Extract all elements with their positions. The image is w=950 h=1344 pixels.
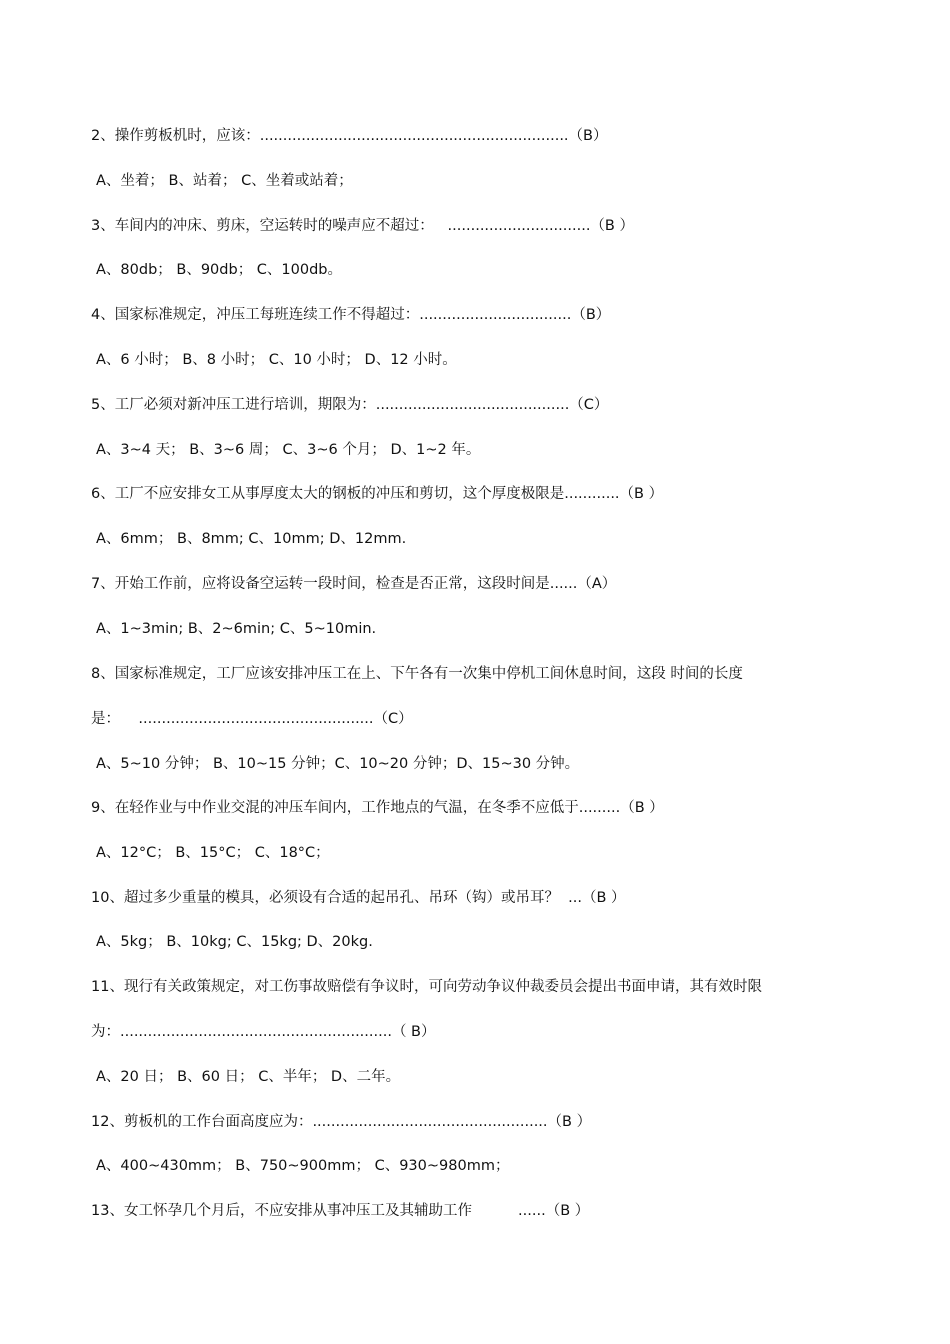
options-9: A、12°C； B、15°C； C、18°C；: [96, 845, 330, 861]
question-7: 7、开始工作前，应将设备空运转一段时间，检查是否正常，这段时间是......（A）: [91, 576, 617, 592]
options-11: A、20 日； B、60 日； C、半年； D、二年。: [96, 1069, 401, 1085]
question-6: 6、工厂不应安排女工从事厚度太大的钢板的冲压和剪切，这个厚度极限是............（B ）: [91, 486, 664, 502]
options-6: A、6mm； B、8mm; C、10mm; D、12mm.: [96, 531, 407, 547]
question-4: 4、国家标准规定，冲压工每班连续工作不得超过：.................................（B）: [91, 307, 611, 323]
options-12: A、400~430mm； B、750~900mm； C、930~980mm；: [96, 1158, 510, 1174]
question-9: 9、在轻作业与中作业交混的冲压车间内，工作地点的气温，在冬季不应低于.........（B ）: [91, 800, 664, 816]
options-2: A、坐着； B、站着； C、坐着或站着；: [96, 173, 353, 189]
options-10: A、5kg； B、10kg; C、15kg; D、20kg.: [96, 934, 373, 950]
options-4: A、6 小时； B、8 小时； C、10 小时； D、12 小时。: [96, 352, 457, 368]
question-11-continuation: 为：...........................................................（ B）: [91, 1024, 436, 1040]
options-5: A、3~4 天； B、3~6 周； C、3~6 个月； D、1~2 年。: [96, 442, 481, 458]
question-8: 8、国家标准规定，工厂应该安排冲压工在上、下午各有一次集中停机工间休息时间，这段 时间的长度: [91, 666, 743, 682]
question-13: 13、女工怀孕几个月后，不应安排从事冲压工及其辅助工作 ......（B ）: [91, 1203, 590, 1219]
question-5: 5、工厂必须对新冲压工进行培训，期限为：..........................................（C）: [91, 397, 609, 413]
question-2: 2、操作剪板机时，应该：...................................................................（B）: [91, 128, 608, 144]
options-3: A、80db； B、90db； C、100db。: [96, 262, 343, 278]
question-3: 3、车间内的冲床、剪床，空运转时的噪声应不超过： ...............................（B ）: [91, 218, 634, 234]
options-8: A、5~10 分钟； B、10~15 分钟；C、10~20 分钟；D、15~30 分钟。: [96, 756, 580, 772]
question-10: 10、超过多少重量的模具，必须设有合适的起吊孔、吊环（钩）或吊耳？ ...（B ）: [91, 890, 626, 906]
question-8-continuation: 是： ...................................................（C）: [91, 711, 413, 727]
options-7: A、1~3min; B、2~6min; C、5~10min.: [96, 621, 377, 637]
question-11: 11、现行有关政策规定，对工伤事故赔偿有争议时，可向劳动争议仲裁委员会提出书面申请，其有效时限: [91, 979, 762, 995]
question-12: 12、剪板机的工作台面高度应为：...................................................（B ）: [91, 1114, 592, 1130]
